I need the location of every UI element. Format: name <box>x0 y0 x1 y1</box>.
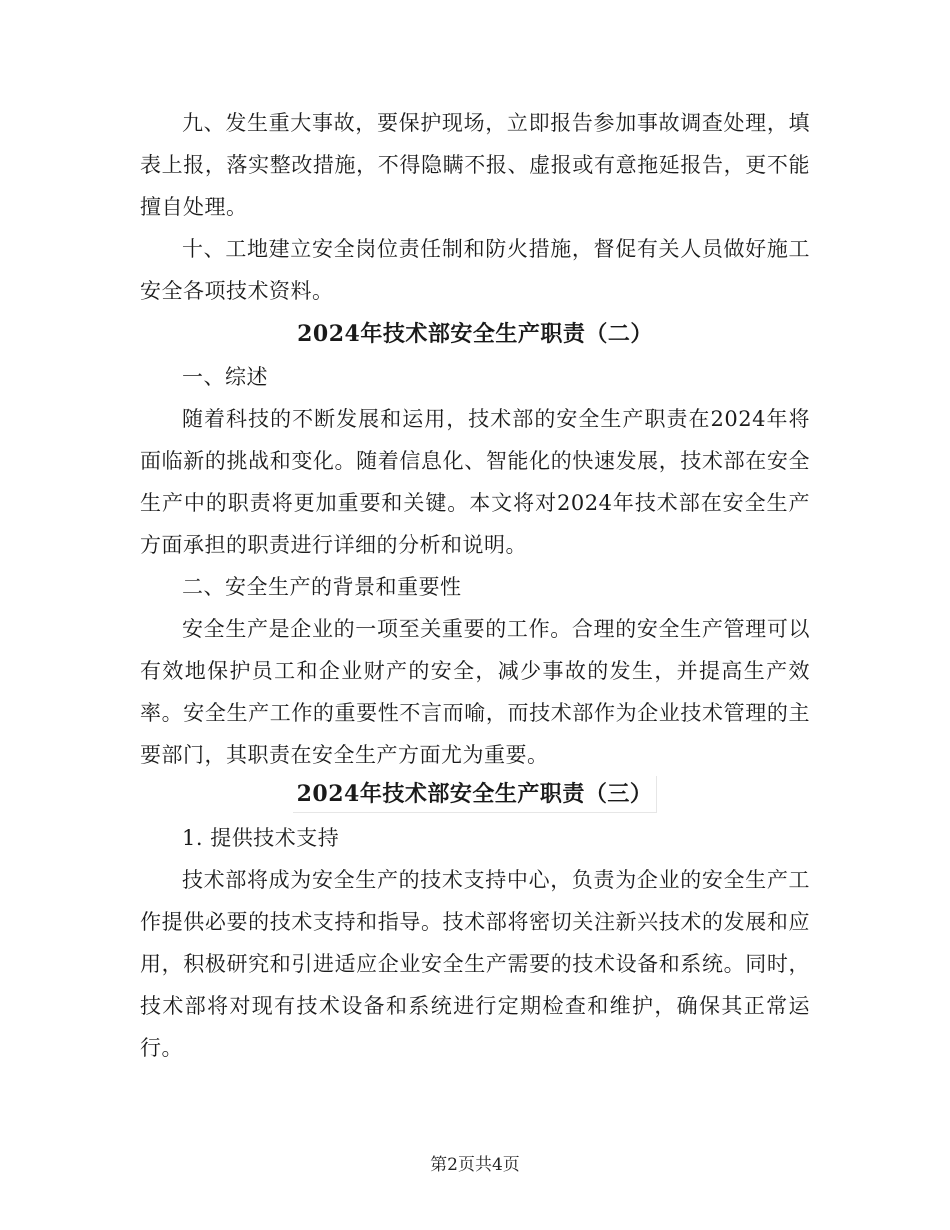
paragraph-ten: 十、工地建立安全岗位责任制和防火措施，督促有关人员做好施工安全各项技术资料。 <box>140 237 810 303</box>
section-two-heading-overview: 一、综述 <box>182 365 268 389</box>
document-content <box>140 102 810 1069</box>
section-three-paragraph-tech-support: 技术部将成为安全生产的技术支持中心，负责为企业的安全生产工作提供必要的技术支持和指导。技术部将密切关注新兴技术的发展和应用，积极研究和引进适应企业安全生产需要的技术设备和系统。同时，技术部将对现有技术设备和系统进行定期检查和维护，确保其正常运行。 <box>140 868 810 1060</box>
section-three-title-text: 2024年技术部安全生产职责（三） <box>293 776 658 813</box>
section-two-paragraph-background: 安全生产是企业的一项至关重要的工作。合理的安全生产管理可以有效地保护员工和企业财产的安全，减少事故的发生，并提高生产效率。安全生产工作的重要性不言而喻，而技术部作为企业技术管理的主要部门，其职责在安全生产方面尤为重要。 <box>140 617 810 767</box>
section-two-title: 2024年技术部安全生产职责（二） <box>297 321 653 347</box>
section-two-paragraph-overview: 随着科技的不断发展和运用，技术部的安全生产职责在2024年将面临新的挑战和变化。随着信息化、智能化的快速发展，技术部在安全生产中的职责将更加重要和关键。本文将对2024年技术部在安全生产方面承担的职责进行详细的分析和说明。 <box>140 407 810 557</box>
page-number-footer: 第2页共4页 <box>430 1155 520 1175</box>
section-three-title <box>140 776 810 813</box>
section-two-heading-background: 二、安全生产的背景和重要性 <box>182 575 462 599</box>
section-three-heading-tech-support: 1. 提供技术支持 <box>182 826 340 850</box>
paragraph-nine: 九、发生重大事故，要保护现场，立即报告参加事故调查处理，填表上报，落实整改措施，不得隐瞒不报、虚报或有意拖延报告，更不能擅自处理。 <box>140 111 810 219</box>
